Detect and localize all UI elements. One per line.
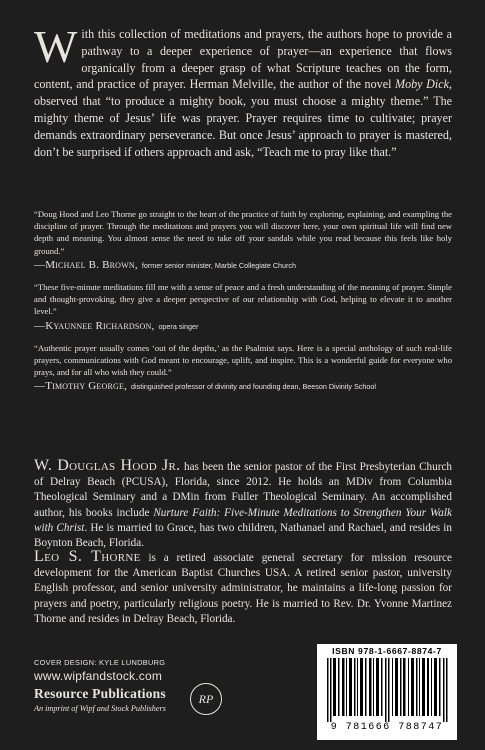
endorsement	[34, 281, 452, 333]
intro-text-2: , observed that “to produce a mighty book, you must choose a mighty theme.” The mighty theme of Jesus’ life was prayer. Prayer requires time to cultivate; prayer demands extraordinary perseverance. But once Jesus’ approach to prayer is mastered, don’t be surprised if others approach and ask, “Teach me to pray like that.”	[34, 77, 452, 159]
endorsement-role: opera singer	[158, 321, 199, 331]
endorsement-quote: “These five-minute meditations fill me with a sense of peace and a fresh understanding of the meaning of prayer. Simple and thought-provoking, they give a deeper perspective of our relationship with God, helping to elevate it to another level.”	[34, 282, 452, 317]
intro-italic: Moby Dick	[395, 77, 449, 92]
endorsement-name: —Michael B. Brown,	[34, 258, 138, 271]
author-name: Leo S. Thorne	[34, 548, 141, 565]
bio-text: has been the senior pastor of the First Presbyterian Church of Delray Beach (PCUSA), Florida, since 2012. He holds an MDiv from Columbia Theological Seminary and a DMin from Fuller Theological Seminary. An accomplished author, his books include	[34, 461, 452, 519]
barcode-icon	[325, 658, 449, 722]
isbn-label: ISBN 978-1-6667-8874-7	[332, 646, 442, 656]
drop-cap: W	[34, 21, 78, 72]
author-name: W. Douglas Hood Jr.	[34, 457, 181, 474]
publisher-imprint: An imprint of Wipf and Stock Publishers	[34, 704, 166, 713]
endorsement-quote: “Doug Hood and Leo Thorne go straight to the heart of the practice of faith by exploring, explaining, and exampling the discipline of prayer. Through the meditations and prayers you will discover here, your own spiritual life will find new depth and meaning. You almost sense the need to take off your sandals while you read because this feels like holy ground.”	[34, 209, 452, 256]
intro-paragraph	[34, 21, 452, 160]
endorsement	[34, 208, 452, 272]
intro-text: ith this collection of meditations and prayers, the authors hope to provide a pathway to a deeper experience of prayer—an experience that flows organically from a deeper grasp of what Scripture teaches on the form, content, and practice of prayer. Herman Melville, the author of the novel	[34, 27, 452, 92]
bio-text-2: . He is married to Grace, has two children, Nathanael and Rachael, and resides in Boynton Beach, Florida.	[34, 521, 452, 550]
publisher-website[interactable]: www.wipfandstock.com	[34, 669, 163, 683]
endorsement-role: distinguished professor of divinity and founding dean, Beeson Divinity School	[131, 382, 376, 392]
cover-design-credit: COVER DESIGN: KYLE LUNDBURG	[34, 658, 166, 667]
author-bio-thorne	[34, 549, 452, 627]
bio-text: is a retired associate general secretary for mission resource development for the American Baptist Churches USA. A retired senior pastor, university English professor, and senior university administrator, he maintains a life-long passion for prayers and poetry, particularly religious poetry. He is married to Rev. Dr. Yvonne Martinez Thorne and resides in Delray Beach, Florida.	[34, 552, 452, 625]
endorsement-name: —Kyaunnee Richardson,	[34, 319, 155, 332]
publisher-logo-icon: RP	[190, 683, 222, 715]
barcode-number: 9 781666 788747	[330, 722, 444, 733]
endorsement-name: —Timothy George,	[34, 380, 128, 393]
endorsements	[34, 208, 452, 403]
endorsement-quote: “Authentic prayer usually comes ‘out of the depths,’ as the Psalmist says. Here is a special anthology of such real-life prayers, communications with God meant to encourage, uplift, and inspire. This is a wonderful guide for everyone who prays, and for all who wish they could.”	[34, 342, 452, 378]
author-bio-hood	[34, 458, 452, 551]
publisher-name: Resource Publications	[34, 686, 166, 701]
isbn-barcode	[317, 644, 457, 740]
endorsement	[34, 342, 452, 394]
bio-book-title: Nurture Faith: Five-Minute Meditations to Strengthen Your Walk with Christ	[34, 506, 452, 534]
endorsement-role: former senior minister, Marble Collegiate Church	[141, 260, 297, 270]
